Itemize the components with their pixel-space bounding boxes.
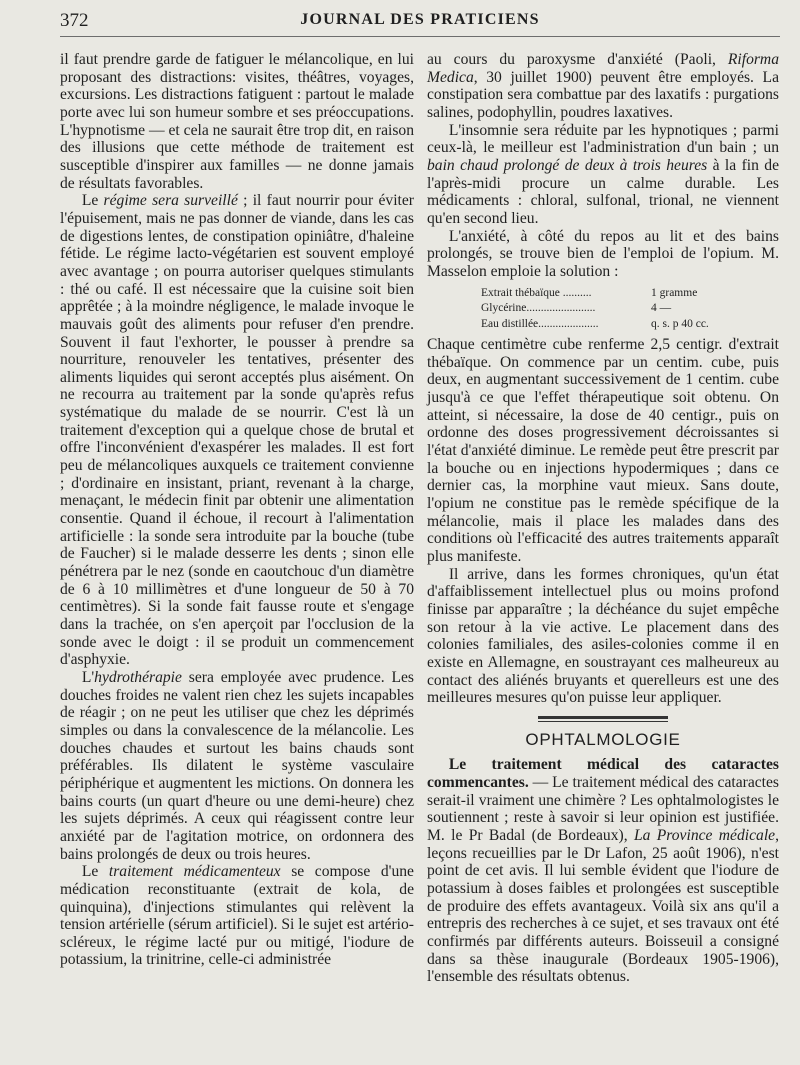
paragraph-insomnie: L'insomnie sera réduite par les hypnotiques ; parmi ceux-là, le meilleur est l'administration d'un bain ; un bain chaud prolongé de deux à trois heures à la fin de l'après-midi procure un calme durable. Les médicaments : chloral, sulfonal, trional, ne viennent qu'en second lieu. bbox=[427, 121, 779, 227]
emphasis-riforma-medica: Riforma Medica bbox=[427, 51, 779, 86]
section-divider bbox=[538, 716, 668, 722]
page-number: 372 bbox=[60, 10, 89, 31]
prescription-item: Eau distillée..................... bbox=[481, 317, 599, 330]
paragraph-hydrotherapie: L'hydrothérapie sera employée avec prudence. Les douches froides ne valent rien chez les sujets incapables de réagir ; on ne peut les utiliser que chez les déprimés simples ou dans la convalescence de la mélancolie. Les douches chaudes et surtout les bains chauds sont préférables. Ils dilatent le système vasculaire périphérique et augmentent les mictions. On donnera les bains courts (un quart d'heure ou une demi-heure) chez les sujets déprimés. A ceux qui réagissent contre leur anxiété par de l'agitation motrice, on ordonnera des bains prolongés de deux ou trois heures. bbox=[60, 668, 414, 863]
prescription-row bbox=[481, 286, 779, 302]
page-header bbox=[60, 10, 780, 37]
emphasis-regime: régime sera surveillé bbox=[103, 192, 238, 210]
paragraph-cataractes: Le traitement médical des cataractes commencantes. — Le traitement médical des cataractes serait-il vraiment une chimère ? Les ophtalmologistes le soutiennent ; reste à savoir si leur opinion est justifiée. M. le Pr Badal (de Bordeaux), La Province médicale, leçons recueillies par le Dr Lafon, 25 août 1906), n'est point de cet avis. Il lui semble évident que l'iodure de potassium à doses faibles et prolongées est susceptible de produire des effets avantageux. Voilà six ans qu'il a entrepris des recherches à ce sujet, et ses travaux ont été confirmés par différents auteurs. Boisseuil a consigné dans sa thèse inaugurale (Bordeaux 1905-1906), l'ensemble des résultats obtenus. bbox=[427, 756, 780, 986]
prescription-table bbox=[481, 286, 779, 333]
emphasis-hydrotherapie: hydrothérapie bbox=[94, 668, 182, 686]
prescription-row bbox=[481, 301, 779, 317]
emphasis-bain-chaud: bain chaud prolongé de deux à trois heures bbox=[427, 156, 708, 174]
prescription-quantity: q. s. p 40 cc. bbox=[651, 317, 709, 330]
journal-title: JOURNAL DES PRATICIENS bbox=[300, 11, 540, 28]
paragraph-traitement-medicamenteux: Le traitement médicamenteux se compose d'une médication reconstituante (extrait de kola, de quinquina), d'injections stimulantes qui relèvent la tension artérielle (sérum artificiel). Si le sujet est artério-scléreux, le régime lacté pur ou mitigé, l'iodure de potassium, la trinitrine, celle-ci administrée bbox=[60, 863, 414, 969]
paragraph-distractions: il faut prendre garde de fatiguer le mélancolique, en lui proposant des distractions: visites, théâtres, voyages, excursions. Les distractions fatiguent : partout le malade porte avec lui son humeur sombre et ses préoccupations. L'hypnotisme — et cela ne saurait être trop dit, en raison des illusions que cette méthode de traitement est susceptible d'inspirer aux familles — ne donne jamais de résultats favorables. bbox=[60, 51, 414, 192]
left-column bbox=[60, 51, 414, 969]
prescription-quantity: 4 — bbox=[651, 302, 672, 315]
paragraph-paroxysme: au cours du paroxysme d'anxiété (Paoli, Riforma Medica, 30 juillet 1900) peuvent être employés. La constipation sera combattue par des laxatifs : purgations salines, podophyllin, poudres laxatives. bbox=[427, 51, 779, 121]
prescription-item: Extrait thébaïque .......... bbox=[481, 286, 592, 299]
emphasis-province-medicale: La Province médicale bbox=[633, 827, 776, 845]
article-title: Le traitement médical des cataractes commencantes. bbox=[427, 756, 779, 792]
paragraph-anxiete: L'anxiété, à côté du repos au lit et des bains prolongés, se trouve bien de l'emploi de l'opium. M. Masselon emploie la solution : bbox=[427, 227, 779, 280]
right-column bbox=[427, 51, 779, 986]
section-title: OPHTALMOLOGIE bbox=[525, 729, 681, 749]
emphasis-traitement: traitement médicamenteux bbox=[108, 863, 281, 881]
paragraph-formes-chroniques: Il arrive, dans les formes chroniques, qu'un état d'affaiblissement intellectuel plus ou moins profond finisse par apparaître ; la déchéance du sujet empêche son retour à la vie active. Le placement dans des colonies familiales, des asiles-colonies comme il en existe en Allemagne, en soustrayant ces malheureux au contact des aliénés bruyants et querelleurs est une des meilleures mesures qu'on puisse leur appliquer. bbox=[427, 565, 779, 707]
prescription-row bbox=[481, 317, 779, 333]
paragraph-dosage: Chaque centimètre cube renferme 2,5 centigr. d'extrait thébaïque. On commence par un centim. cube, puis deux, en augmentant successivement de 1 centim. cube jusqu'à ce que l'effet thérapeutique soit obtenu. On atteint, si nécessaire, la dose de 40 centigr., puis on ordonne des doses progressivement décroissantes si l'état d'anxiété diminue. Le remède peut être prescrit par la bouche ou en injections hypodermiques ; dans ce dernier cas, la morphine vaut mieux. Sans doute, l'opium ne constitue pas le remède spécifique de la mélancolie, mais il place les malades dans des conditions où l'efficacité des autres traitements apparaît plus manifeste. bbox=[427, 336, 779, 565]
prescription-item: Glycérine........................ bbox=[481, 302, 596, 315]
prescription-quantity: 1 gramme bbox=[651, 286, 698, 299]
paragraph-regime: Le régime sera surveillé ; il faut nourrir pour éviter l'épuisement, mais ne pas donner de viande, dans les cas de digestions lentes, de constipation opiniâtre, d'haleine fétide. Le régime lacto-végétarien est souvent employé avec avantage ; on pourra autoriser quelques stimulants : thé ou café. Il est nécessaire que la cuisine soit bien apprêtée ; à la moindre négligence, le malade invoque le mauvais goût des aliments pour refuser d'en prendre. Souvent il faut l'exhorter, le pousser à prendre sa nourriture, renouveler les tentatives, présenter des aliments liquides qui seront acceptés plus aisément. On ne recourra au traitement par la sonde qu'après refus systématique du malade de se nourrir. C'est là un traitement d'exception qui a quelque chose de brutal et offre l'inconvénient d'exaspérer les malades. Il est fort peu de mélancoliques auxquels ce traitement convienne ; d'ordinaire en insistant, priant, revenant à la charge, menaçant, le médecin finit par obtenir une alimentation consentie. Quand il échoue, il recourt à l'alimentation artificielle : la sonde sera introduite par la bouche (tube de Faucher) si le malade desserre les dents ; sinon elle pénétrera par le nez (sonde en caoutchouc d'un diamètre de 6 à 10 millimètres et d'une longueur de 50 à 70 centimètres). Si la sonde fait fausse route et s'engage dans la trachée, on s'en aperçoit par l'occlusion de la sonde avec le doigt : il se produit un commencement d'asphyxie. bbox=[60, 192, 414, 669]
